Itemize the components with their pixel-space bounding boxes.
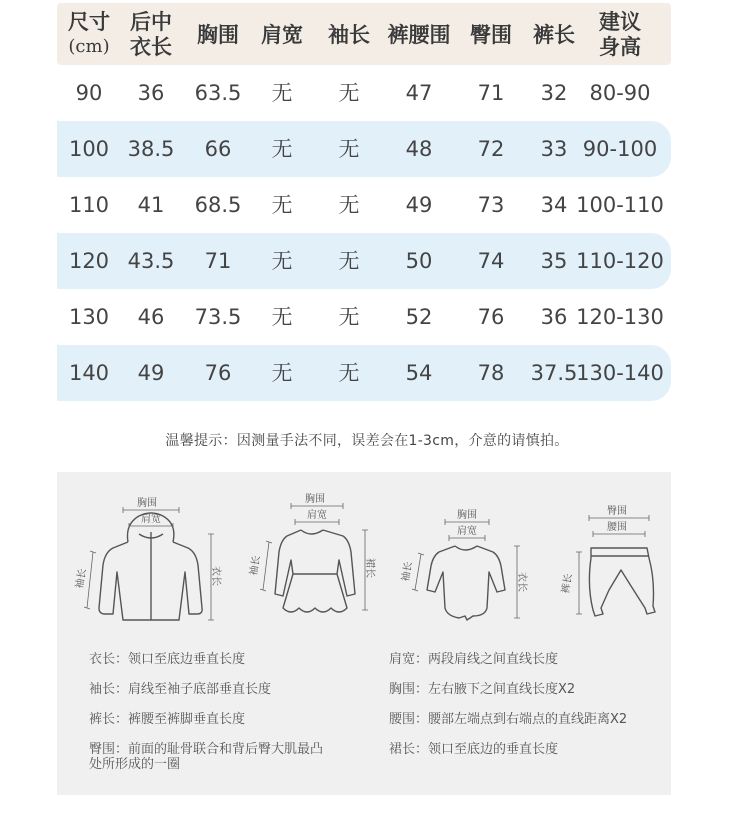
cell-size: 100 (68, 137, 110, 161)
dress-icon (247, 490, 387, 630)
cell-shoulder: 无 (271, 137, 293, 161)
table-body (57, 65, 671, 401)
pants-figure (557, 490, 667, 630)
table-header (57, 3, 671, 65)
size-table (57, 3, 671, 401)
definition-item: 裤长：裤腰至裤脚垂直长度 (89, 712, 246, 727)
cell-pants-length: 36 (540, 305, 568, 329)
header-shoulder (261, 3, 303, 65)
dress-figure (247, 490, 387, 630)
cell-size: 110 (68, 193, 110, 217)
header-line: 肩宽 (261, 21, 303, 47)
label-sleeve: 袖长 (74, 567, 89, 590)
definition-item: 臀围：前面的耻骨联合和背后臀大肌最凸处所形成的一圈 (89, 742, 324, 772)
cell-sleeve: 无 (338, 81, 360, 105)
cell-back-length: 43.5 (127, 249, 175, 273)
cell-hip: 76 (477, 305, 505, 329)
header-line: 衣长 (130, 34, 172, 59)
cell-shoulder: 无 (271, 361, 293, 385)
cell-back-length: 38.5 (127, 137, 175, 161)
cell-waist: 50 (405, 249, 433, 273)
cell-waist: 47 (405, 81, 433, 105)
table-row (57, 65, 671, 121)
label-sleeve: 袖长 (400, 560, 415, 583)
cell-chest: 71 (204, 249, 232, 273)
label-shoulder: 肩宽 (307, 510, 327, 521)
table-row (57, 289, 671, 345)
label-chest: 胸围 (137, 498, 157, 509)
header-line: 袖长 (328, 21, 370, 47)
cell-pants-length: 34 (540, 193, 568, 217)
header-line: 胸围 (197, 21, 239, 47)
label-skirt: 裙长 (364, 558, 375, 578)
cell-height: 100-110 (576, 193, 664, 217)
header-hip (470, 3, 512, 65)
measurement-tip: 温馨提示：因测量手法不同，误差会在1-3cm，介意的请慎拍。 (165, 433, 569, 449)
header-waist (388, 3, 451, 65)
definition-item: 肩宽：两段肩线之间直线长度 (389, 652, 559, 667)
cell-size: 140 (68, 361, 110, 385)
table-row (57, 233, 671, 289)
label-shoulder: 肩宽 (457, 526, 477, 537)
cell-sleeve: 无 (338, 361, 360, 385)
cell-size: 90 (75, 81, 103, 105)
cell-hip: 74 (477, 249, 505, 273)
cell-height: 130-140 (576, 361, 664, 385)
label-length: 衣长 (210, 566, 221, 586)
cell-pants-length: 32 (540, 81, 568, 105)
cell-sleeve: 无 (338, 305, 360, 329)
cell-waist: 52 (405, 305, 433, 329)
cell-chest: 76 (204, 361, 232, 385)
label-sleeve: 袖长 (248, 554, 263, 577)
definition-item: 衣长：领口至底边垂直长度 (89, 652, 246, 667)
pants-icon (557, 490, 667, 630)
header-line: (cm) (68, 36, 110, 57)
romper-figure (397, 490, 537, 630)
label-length: 衣长 (516, 572, 527, 592)
cell-size: 120 (68, 249, 110, 273)
header-line: 裤腰围 (387, 21, 451, 47)
cell-chest: 68.5 (194, 193, 242, 217)
label-waist: 腰围 (607, 522, 627, 533)
header-height (599, 3, 641, 65)
cell-shoulder: 无 (271, 305, 293, 329)
cell-hip: 73 (477, 193, 505, 217)
cell-sleeve: 无 (338, 193, 360, 217)
cell-back-length: 46 (137, 305, 165, 329)
cell-pants-length: 37.5 (530, 361, 578, 385)
cell-chest: 66 (204, 137, 232, 161)
header-line: 身高 (599, 34, 641, 59)
jacket-figure (73, 490, 223, 630)
definition-item: 裙长：领口至底边的垂直长度 (389, 742, 559, 757)
table-row (57, 177, 671, 233)
header-line: 尺寸 (68, 9, 110, 34)
cell-sleeve: 无 (338, 137, 360, 161)
table-row (57, 345, 671, 401)
label-shoulder: 肩宽 (141, 514, 161, 525)
cell-sleeve: 无 (338, 249, 360, 273)
header-chest (197, 3, 239, 65)
header-sleeve (328, 3, 370, 65)
label-hip: 臀围 (607, 506, 627, 517)
cell-waist: 49 (405, 193, 433, 217)
header-line: 裤长 (533, 21, 575, 47)
label-chest: 胸围 (305, 494, 325, 505)
cell-pants-length: 33 (540, 137, 568, 161)
cell-shoulder: 无 (271, 249, 293, 273)
cell-chest: 63.5 (194, 81, 242, 105)
header-back-length (130, 3, 172, 65)
definition-item: 腰围：腰部左端点到右端点的直线距离X2 (389, 712, 628, 727)
cell-height: 80-90 (589, 81, 651, 105)
definition-item: 袖长：肩线至袖子底部垂直长度 (89, 682, 272, 697)
cell-hip: 72 (477, 137, 505, 161)
measurement-guide (57, 472, 671, 795)
label-pants-length: 裤长 (560, 572, 575, 595)
cell-waist: 54 (405, 361, 433, 385)
cell-shoulder: 无 (271, 81, 293, 105)
cell-back-length: 41 (137, 193, 165, 217)
cell-height: 110-120 (576, 249, 664, 273)
cell-pants-length: 35 (540, 249, 568, 273)
cell-size: 130 (68, 305, 110, 329)
cell-hip: 78 (477, 361, 505, 385)
cell-height: 90-100 (582, 137, 658, 161)
cell-height: 120-130 (576, 305, 664, 329)
cell-waist: 48 (405, 137, 433, 161)
cell-back-length: 36 (137, 81, 165, 105)
cell-back-length: 49 (137, 361, 165, 385)
header-line: 建议 (599, 9, 641, 34)
cell-hip: 71 (477, 81, 505, 105)
cell-shoulder: 无 (271, 193, 293, 217)
cell-chest: 73.5 (194, 305, 242, 329)
jacket-icon (73, 490, 223, 630)
table-row (57, 121, 671, 177)
header-line: 臀围 (470, 21, 512, 47)
label-chest: 胸围 (457, 510, 477, 521)
header-line: 后中 (130, 9, 172, 34)
romper-icon (397, 490, 537, 630)
definition-item: 胸围：左右腋下之间直线长度X2 (389, 682, 576, 697)
header-size (68, 3, 110, 65)
header-pants-length (533, 3, 575, 65)
